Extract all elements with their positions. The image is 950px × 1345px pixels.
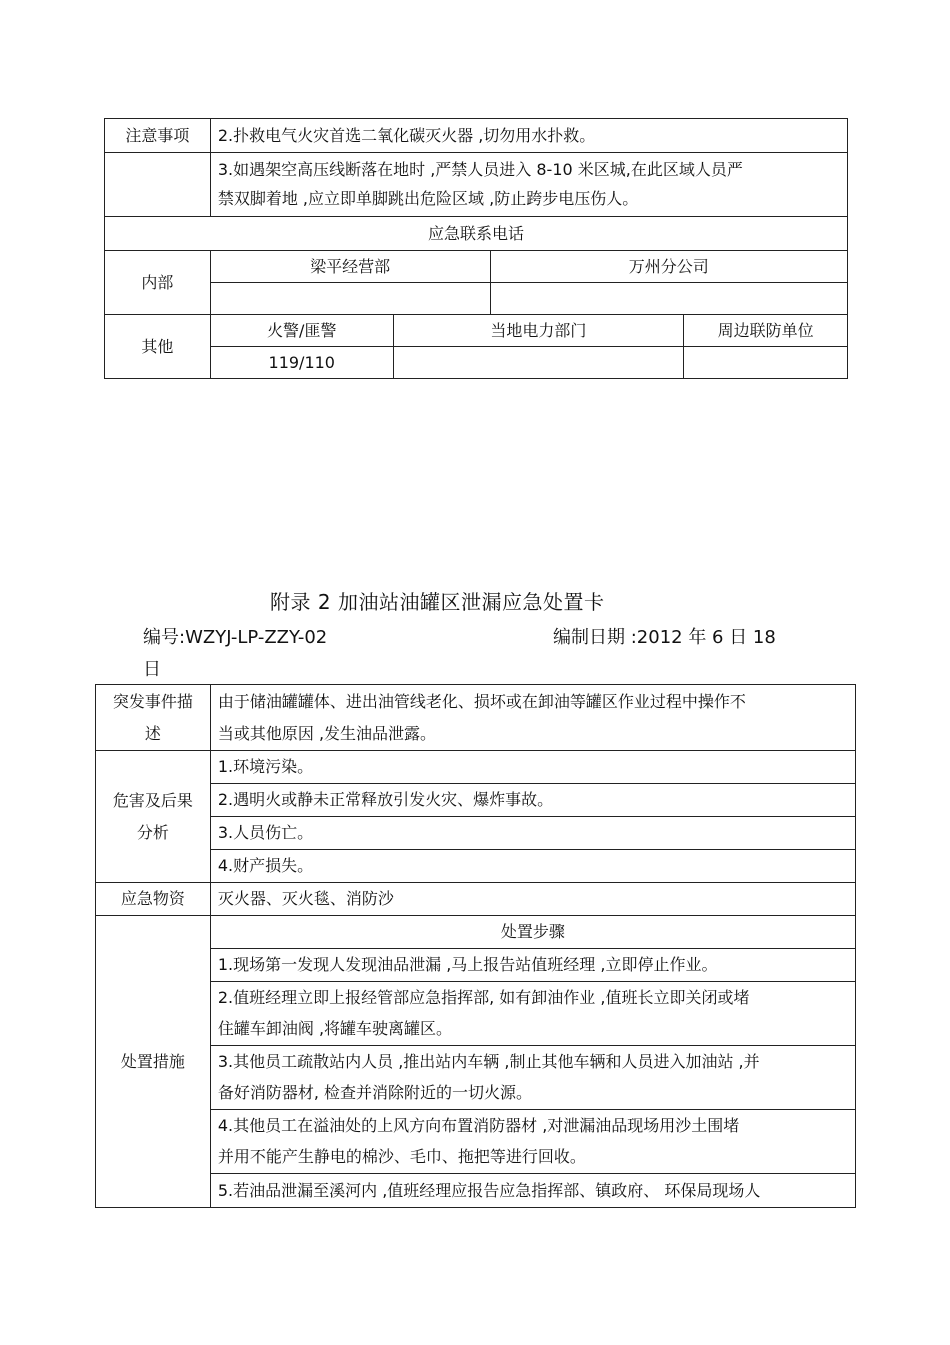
harm-label-line2: 分析 (136, 822, 169, 842)
harm-item-4: 4.财产损失。 (210, 850, 855, 883)
internal-value-1 (210, 283, 490, 315)
step-4 (210, 1110, 855, 1174)
event-description-line1: 由于储油罐罐体、进出油管线老化、损坏或在卸油等罐区作业过程中操作不 (217, 691, 746, 711)
internal-label: 内部 (105, 251, 211, 315)
internal-value-2 (490, 283, 848, 315)
note-item-3-line2: 禁双脚着地 ,应立即单脚跳出危险区域 ,防止跨步电压伤人。 (217, 189, 639, 208)
notes-label: 注意事项 (105, 119, 211, 153)
harm-item-1: 1.环境污染。 (210, 751, 855, 784)
event-label (96, 685, 211, 751)
event-description-line2: 当或其他原因 ,发生油品泄露。 (217, 723, 437, 743)
step-3-line2: 备好消防器材, 检查并消除附近的一切火源。 (217, 1083, 533, 1102)
note-item-3 (210, 153, 847, 217)
internal-col-2: 万州分公司 (490, 251, 848, 283)
step-4-line2: 并用不能产生静电的棉沙、毛巾、拖把等进行回收。 (217, 1147, 586, 1166)
harm-item-2: 2.遇明火或静未正常释放引发火灾、爆炸事故。 (210, 784, 855, 817)
other-col-joint-defense: 周边联防单位 (684, 315, 848, 347)
appendix-title: 附录 2 加油站油罐区泄漏应急处置卡 (270, 590, 605, 614)
leak-response-table (95, 684, 856, 1208)
other-col-power-dept: 当地电力部门 (393, 315, 684, 347)
harm-label (96, 751, 211, 883)
other-label: 其他 (105, 315, 211, 379)
step-1: 1.现场第一发现人发现油品泄漏 ,马上报告站值班经理 ,立即停止作业。 (210, 949, 855, 982)
compile-date: 编制日期 :2012 年 6 日 18 (553, 627, 776, 648)
internal-col-1: 梁平经营部 (210, 251, 490, 283)
step-2-line1: 2.值班经理立即上报经管部应急指挥部, 如有卸油作业 ,值班长立即关闭或堵 (217, 988, 750, 1007)
emergency-contacts-table (104, 118, 848, 379)
other-value-joint-defense (684, 347, 848, 379)
step-4-line1: 4.其他员工在溢油处的上风方向布置消防器材 ,对泄漏油品现场用沙土围堵 (217, 1116, 740, 1135)
steps-header: 处置步骤 (210, 916, 855, 949)
compile-date-tail: 日 (143, 659, 161, 680)
event-description (210, 685, 855, 751)
step-2 (210, 982, 855, 1046)
harm-item-3: 3.人员伤亡。 (210, 817, 855, 850)
step-3-line1: 3.其他员工疏散站内人员 ,推出站内车辆 ,制止其他车辆和人员进入加油站 ,并 (217, 1052, 760, 1071)
step-2-line2: 住罐车卸油阀 ,将罐车驶离罐区。 (217, 1019, 453, 1038)
materials-value: 灭火器、灭火毯、消防沙 (210, 883, 855, 916)
other-value-power-dept (393, 347, 684, 379)
event-label-line1: 突发事件描 (112, 691, 193, 711)
other-col-fire-police: 火警/匪警 (210, 315, 393, 347)
harm-label-line1: 危害及后果 (112, 790, 193, 810)
step-3 (210, 1046, 855, 1110)
event-label-line2: 述 (144, 723, 161, 743)
note-item-3-line1: 3.如遇架空高压线断落在地时 ,严禁人员进入 8-10 米区城,在此区域人员严 (217, 160, 743, 179)
note-item-2: 2.扑救电气火灾首选二氧化碳灭火器 ,切勿用水扑救。 (210, 119, 847, 153)
other-value-fire-police: 119/110 (210, 347, 393, 379)
notes-label-continued (105, 153, 211, 217)
measures-label: 处置措施 (96, 916, 211, 1208)
contacts-header: 应急联系电话 (105, 217, 848, 251)
document-code: 编号:WZYJ-LP-ZZY-02 (143, 627, 328, 648)
materials-label: 应急物资 (96, 883, 211, 916)
step-5: 5.若油品泄漏至溪河内 ,值班经理应报告应急指挥部、镇政府、 环保局现场人 (210, 1174, 855, 1208)
